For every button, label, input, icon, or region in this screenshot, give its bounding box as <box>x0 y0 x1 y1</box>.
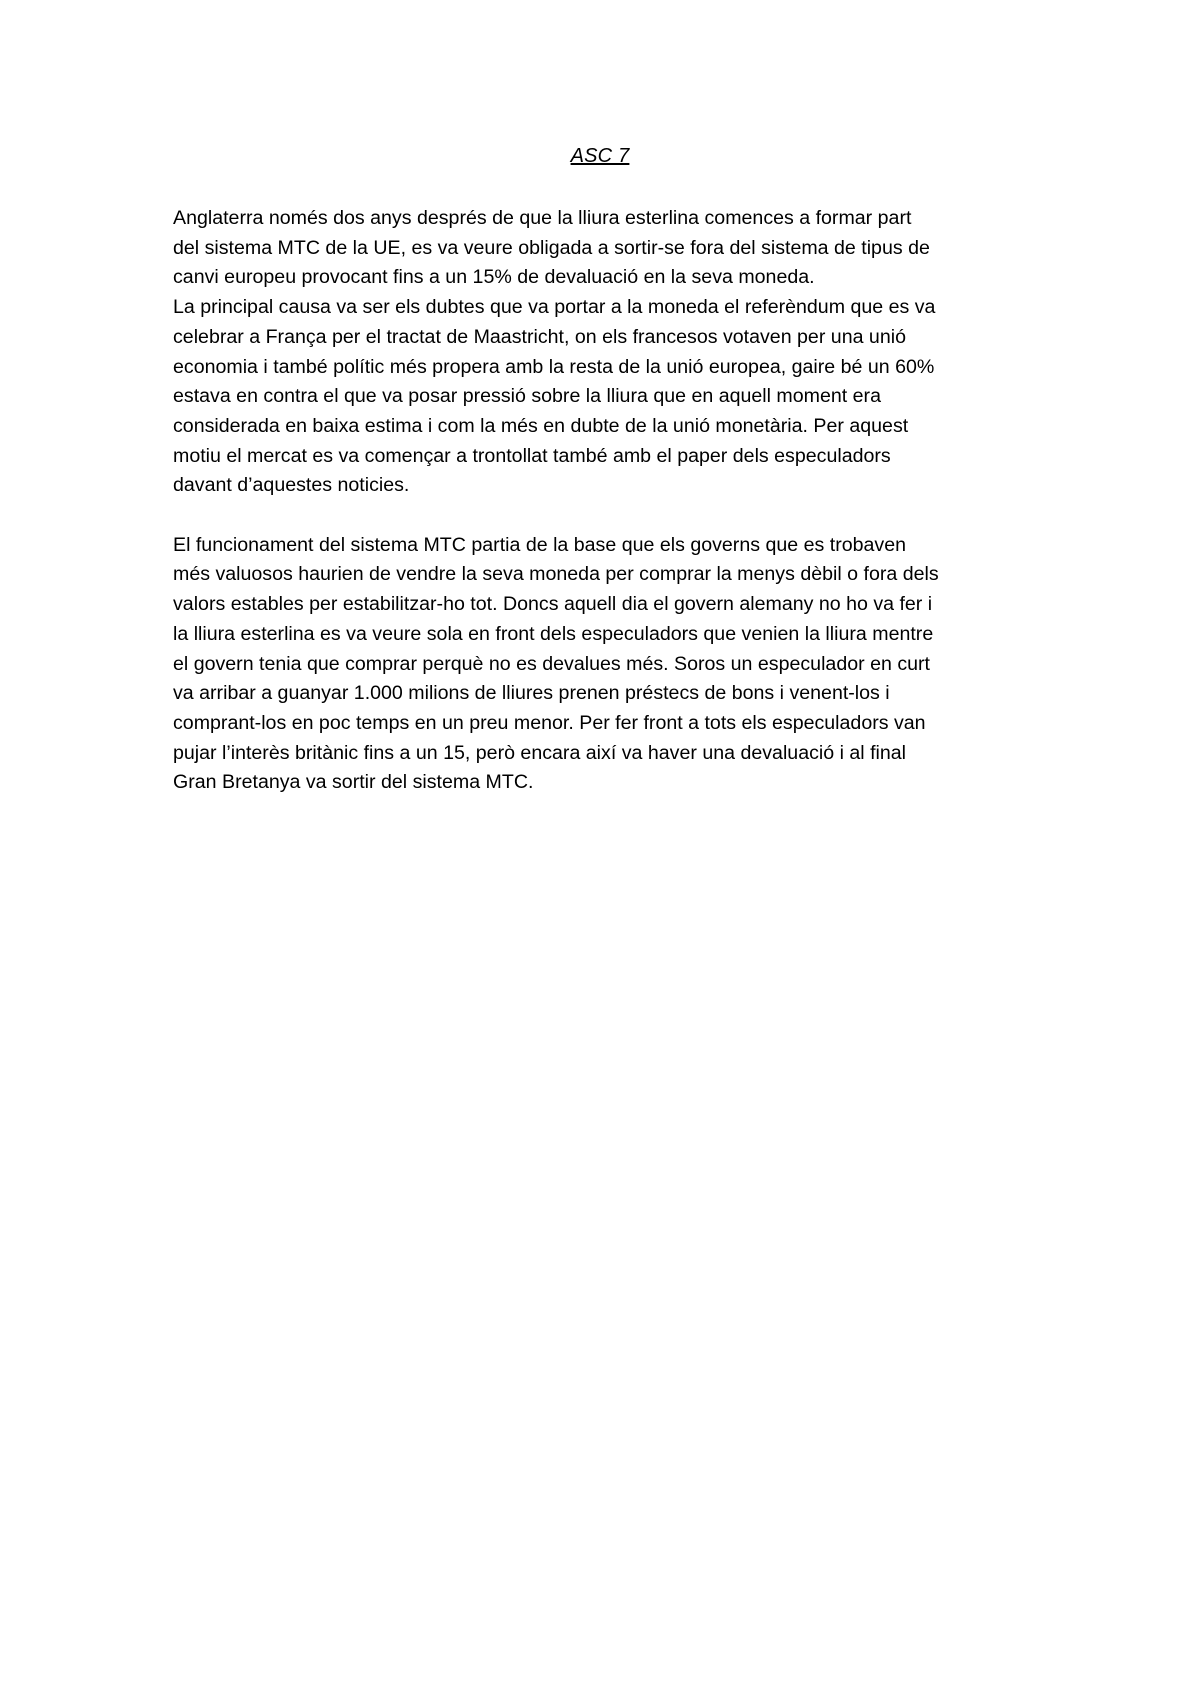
paragraph-1 <box>173 204 1053 501</box>
text-line: davant d’aquestes noticies. <box>173 474 410 497</box>
text-line: del sistema MTC de la UE, es va veure obligada a sortir-se fora del sistema de tipus de <box>173 236 930 259</box>
text-line: Anglaterra només dos anys després de que la lliura esterlina comences a formar part <box>173 207 912 229</box>
text-line: la lliura esterlina es va veure sola en front dels especuladors que venien la lliura mentre <box>173 622 934 645</box>
text-line: motiu el mercat es va començar a trontollat també amb el paper dels especuladors <box>173 444 891 467</box>
text-line: pujar l’interès britànic fins a un 15, però encara així va haver una devaluació i al final <box>173 741 907 764</box>
text-line: més valuosos haurien de vendre la seva moneda per comprar la menys dèbil o fora dels <box>173 563 939 586</box>
text-line: considerada en baixa estima i com la més en dubte de la unió monetària. Per aquest <box>173 414 909 437</box>
document-body <box>173 204 1053 798</box>
paragraph-2 <box>173 531 1053 798</box>
text-line: La principal causa va ser els dubtes que va portar a la moneda el referèndum que es va <box>173 296 936 319</box>
text-line: va arribar a guanyar 1.000 milions de lliures prenen préstecs de bons i venent-los i <box>173 682 890 705</box>
document-title: ASC 7 <box>570 145 630 167</box>
text-line: valors estables per estabilitzar-ho tot. Doncs aquell dia el govern alemany no ho va fer i <box>173 593 933 616</box>
text-line: Gran Bretanya va sortir del sistema MTC. <box>173 771 534 794</box>
text-line: estava en contra el que va posar pressió sobre la lliura que en aquell moment era <box>173 385 881 408</box>
text-line: canvi europeu provocant fins a un 15% de devaluació en la seva moneda. <box>173 266 815 289</box>
paragraph-spacer <box>173 501 1053 531</box>
text-line: el govern tenia que comprar perquè no es devalues més. Soros un especulador en curt <box>173 652 930 675</box>
text-line: economia i també polític més propera amb la resta de la unió europea, gaire bé un 60% <box>173 355 935 378</box>
text-line: El funcionament del sistema MTC partia de la base que els governs que es trobaven <box>173 533 906 556</box>
text-line: comprant-los en poc temps en un preu menor. Per fer front a tots els especuladors van <box>173 711 926 734</box>
text-line: celebrar a França per el tractat de Maastricht, on els francesos votaven per una unió <box>173 325 906 348</box>
